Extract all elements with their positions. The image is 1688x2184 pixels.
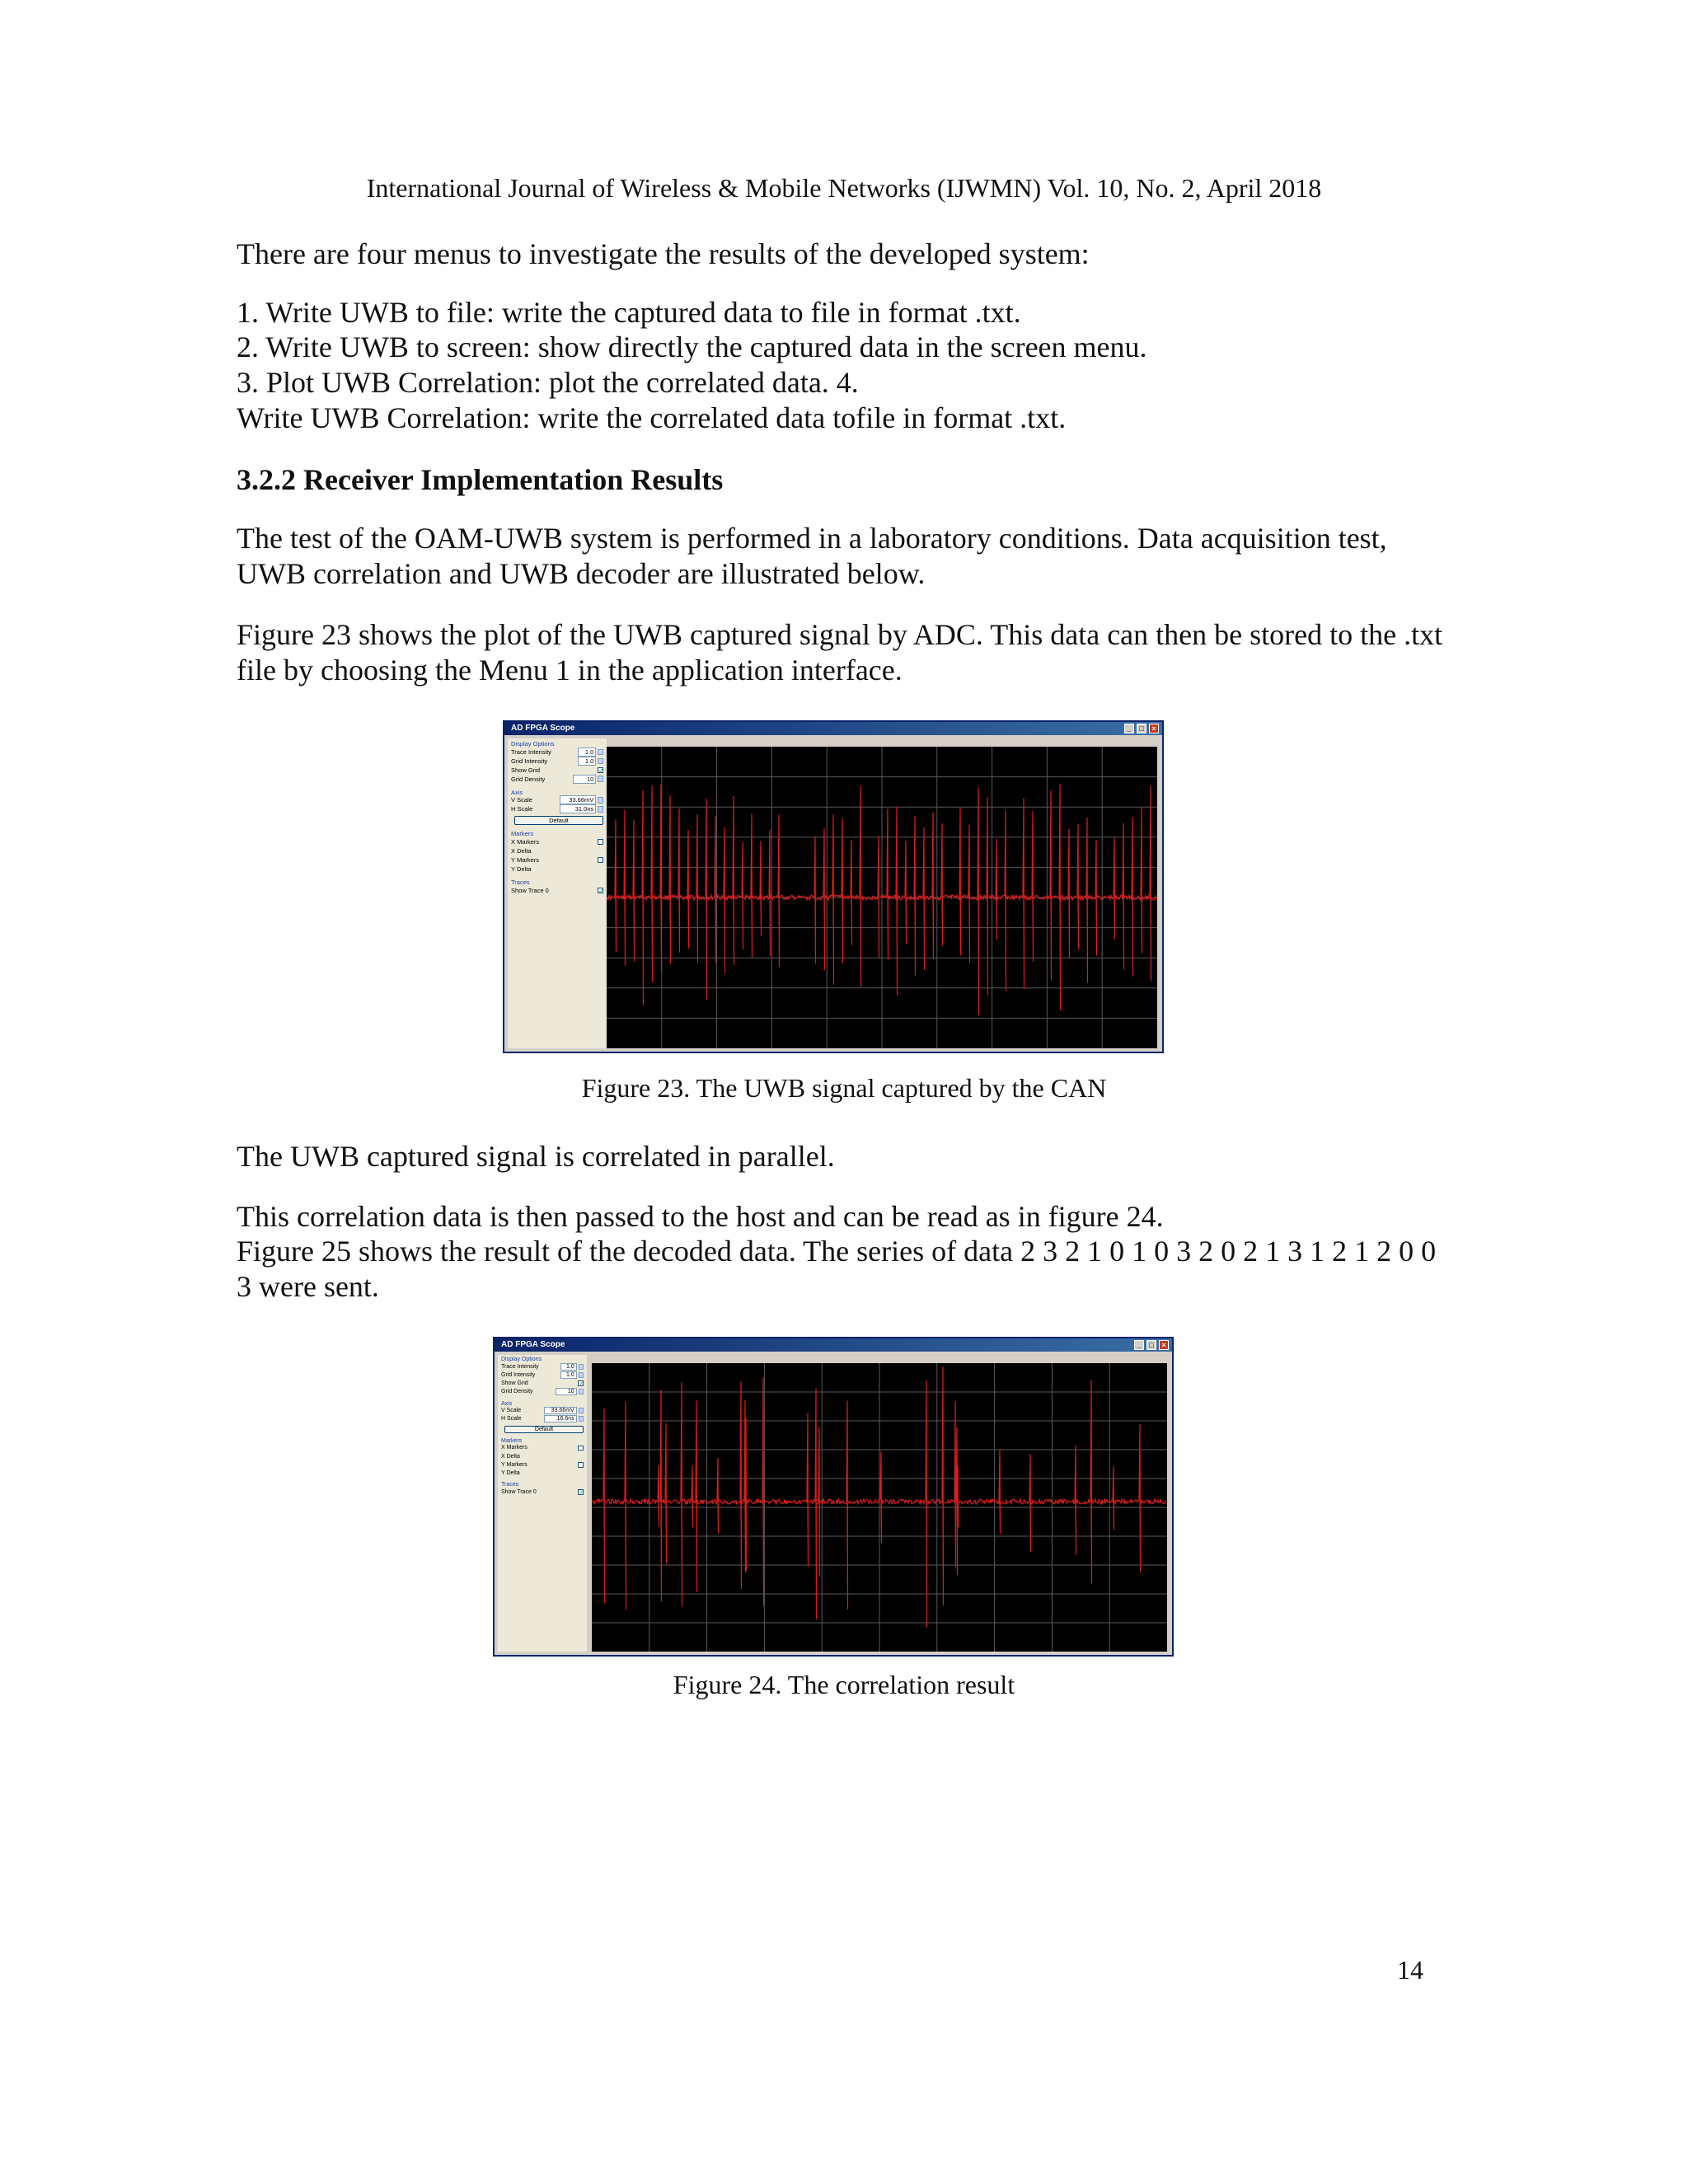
- show-trace-checkbox[interactable]: [598, 888, 603, 893]
- axis-group: Axis: [511, 788, 523, 796]
- trace-intensity-label: Trace Intensity: [501, 1363, 539, 1370]
- spinner-icon[interactable]: [579, 1416, 584, 1422]
- markers-group: Markers: [501, 1437, 523, 1444]
- spinner-icon[interactable]: [598, 758, 603, 765]
- trace-intensity-label: Trace Intensity: [511, 748, 551, 756]
- minimize-icon[interactable]: _: [1134, 1340, 1144, 1350]
- show-trace-row: [501, 1488, 584, 1496]
- x-markers-checkbox[interactable]: [578, 1446, 584, 1451]
- show-trace-label: Show Trace 0: [511, 886, 549, 894]
- page-number: 14: [1397, 1955, 1423, 1985]
- show-grid-row: [511, 766, 603, 775]
- x-delta-label: X Delta: [501, 1453, 520, 1460]
- grid-density-row: [511, 775, 603, 784]
- menu-item-4: Write UWB Correlation: write the correlated data tofile in format .txt.: [237, 401, 1067, 434]
- spinner-icon[interactable]: [579, 1389, 584, 1394]
- x-markers-row: [501, 1444, 584, 1452]
- show-trace-row: [511, 886, 603, 895]
- x-markers-row: [511, 837, 603, 846]
- h-scale-input[interactable]: 31.0ns: [560, 804, 596, 813]
- figure-23-scope-window: [503, 720, 1164, 1053]
- menu-item-2: 2. Write UWB to screen: show directly the captured data in the screen menu.: [237, 330, 1147, 363]
- journal-header: International Journal of Wireless & Mobile Networks (IJWMN) Vol. 10, No. 2, April 2018: [366, 173, 1322, 203]
- y-markers-row: [511, 855, 603, 865]
- figure-24-scope-window: [493, 1337, 1174, 1657]
- traces-group: Traces: [501, 1482, 519, 1488]
- y-delta-label: Y Delta: [501, 1469, 520, 1476]
- window-title: AD FPGA Scope: [511, 724, 575, 733]
- show-grid-checkbox[interactable]: [578, 1380, 584, 1386]
- v-scale-label: V Scale: [511, 796, 532, 804]
- x-delta-row: [511, 846, 603, 855]
- figure-23-caption: Figure 23. The UWB signal captured by the CAN: [581, 1073, 1107, 1103]
- scope-trace-canvas: [607, 747, 1157, 1048]
- x-markers-label: X Markers: [511, 838, 540, 846]
- correlation-paragraph: This correlation data is then passed to the host and can be read as in figure 24.: [237, 1200, 1164, 1233]
- window-title: AD FPGA Scope: [501, 1340, 565, 1349]
- v-scale-label: V Scale: [501, 1408, 522, 1414]
- x-markers-label: X Markers: [501, 1445, 528, 1451]
- traces-group: Traces: [511, 878, 530, 886]
- show-grid-label: Show Grid: [511, 766, 541, 774]
- default-button[interactable]: Default: [504, 1426, 584, 1433]
- h-scale-label: H Scale: [501, 1416, 522, 1422]
- y-markers-label: Y Markers: [511, 855, 540, 864]
- grid-intensity-input[interactable]: 1.0: [578, 757, 596, 766]
- trace-intensity-input[interactable]: 1.0: [560, 1363, 577, 1371]
- v-scale-input[interactable]: 33.66mV: [560, 795, 596, 804]
- control-panel: [508, 738, 607, 1048]
- y-delta-row: [511, 865, 603, 874]
- figure-24-caption: Figure 24. The correlation result: [673, 1670, 1015, 1699]
- menu-item-3: 3. Plot UWB Correlation: plot the correlated data. 4.: [237, 366, 859, 399]
- section-heading: 3.2.2 Receiver Implementation Results: [237, 463, 724, 496]
- show-trace-checkbox[interactable]: [578, 1489, 584, 1495]
- maximize-icon[interactable]: □: [1146, 1340, 1156, 1350]
- minimize-icon[interactable]: _: [1124, 724, 1134, 733]
- y-markers-label: Y Markers: [501, 1461, 528, 1468]
- menu-item-1: 1. Write UWB to file: write the captured data to file in format .txt.: [237, 296, 1021, 329]
- close-icon[interactable]: ×: [1159, 1340, 1169, 1350]
- grid-density-label: Grid Density: [501, 1388, 533, 1394]
- show-grid-label: Show Grid: [501, 1380, 528, 1386]
- h-scale-input[interactable]: 16.6ns: [544, 1415, 577, 1422]
- show-grid-row: [501, 1379, 584, 1387]
- spinner-icon[interactable]: [579, 1408, 584, 1413]
- axis-group: Axis: [501, 1400, 513, 1407]
- v-scale-row: [501, 1407, 584, 1415]
- control-panel: [498, 1355, 587, 1652]
- window-titlebar: [504, 722, 1162, 735]
- scope-plot-area[interactable]: [607, 747, 1157, 1048]
- spinner-icon[interactable]: [598, 749, 603, 756]
- grid-density-row: [501, 1387, 584, 1395]
- spinner-icon[interactable]: [598, 797, 603, 804]
- y-delta-row: [501, 1469, 584, 1477]
- y-delta-label: Y Delta: [511, 865, 532, 873]
- grid-intensity-label: Grid Intensity: [511, 757, 548, 765]
- scope-plot-area[interactable]: [592, 1363, 1167, 1652]
- x-delta-row: [501, 1452, 584, 1460]
- v-scale-input[interactable]: 33.66mV: [544, 1407, 577, 1414]
- show-grid-checkbox[interactable]: [598, 767, 603, 773]
- h-scale-row: [511, 804, 603, 813]
- scope-trace-canvas: [592, 1363, 1167, 1652]
- spinner-icon[interactable]: [579, 1364, 584, 1370]
- markers-group: Markers: [511, 830, 534, 838]
- spinner-icon[interactable]: [598, 806, 603, 813]
- intro-paragraph: There are four menus to investigate the results of the developed system:: [237, 237, 1090, 270]
- grid-intensity-row: [511, 757, 603, 766]
- grid-intensity-row: [501, 1371, 584, 1379]
- y-markers-checkbox[interactable]: [598, 857, 603, 863]
- close-icon[interactable]: ×: [1149, 724, 1159, 733]
- grid-density-label: Grid Density: [511, 775, 546, 783]
- x-delta-label: X Delta: [511, 847, 532, 855]
- parallel-paragraph: The UWB captured signal is correlated in parallel.: [237, 1140, 835, 1173]
- v-scale-row: [511, 796, 603, 805]
- display-options-group: Display Options: [501, 1357, 542, 1362]
- trace-intensity-row: [511, 748, 603, 757]
- maximize-icon[interactable]: □: [1137, 724, 1146, 733]
- trace-intensity-row: [501, 1362, 584, 1371]
- display-options-group: Display Options: [511, 740, 555, 748]
- figure23-paragraph: Figure 23 shows the plot of the UWB captured signal by ADC. This data can then be stored to the .txt file by choosing the Menu 1 in the application interface.: [237, 618, 1443, 687]
- test-paragraph: The test of the OAM-UWB system is performed in a laboratory conditions. Data acquisition test, UWB correlation and UWB decoder are illustrated below.: [237, 522, 1387, 590]
- grid-intensity-input[interactable]: 1.0: [560, 1371, 577, 1379]
- spinner-icon[interactable]: [579, 1372, 584, 1378]
- spinner-icon[interactable]: [598, 776, 603, 782]
- x-markers-checkbox[interactable]: [598, 839, 603, 845]
- grid-density-input[interactable]: 10: [573, 775, 596, 784]
- h-scale-label: H Scale: [511, 805, 533, 813]
- window-titlebar: [495, 1338, 1172, 1352]
- y-markers-checkbox[interactable]: [578, 1462, 584, 1468]
- grid-intensity-label: Grid Intensity: [501, 1371, 536, 1378]
- show-trace-label: Show Trace 0: [501, 1488, 537, 1495]
- grid-density-input[interactable]: 10: [556, 1388, 577, 1395]
- default-button[interactable]: Default: [514, 816, 603, 825]
- figure25-paragraph: Figure 25 shows the result of the decoded data. The series of data 2 3 2 1 0 1 0 3 2 0 2 1 3 1 2 1 2 0 0 3 were sent.: [237, 1235, 1437, 1303]
- h-scale-row: [501, 1415, 584, 1423]
- trace-intensity-input[interactable]: 1.0: [578, 748, 596, 757]
- y-markers-row: [501, 1460, 584, 1469]
